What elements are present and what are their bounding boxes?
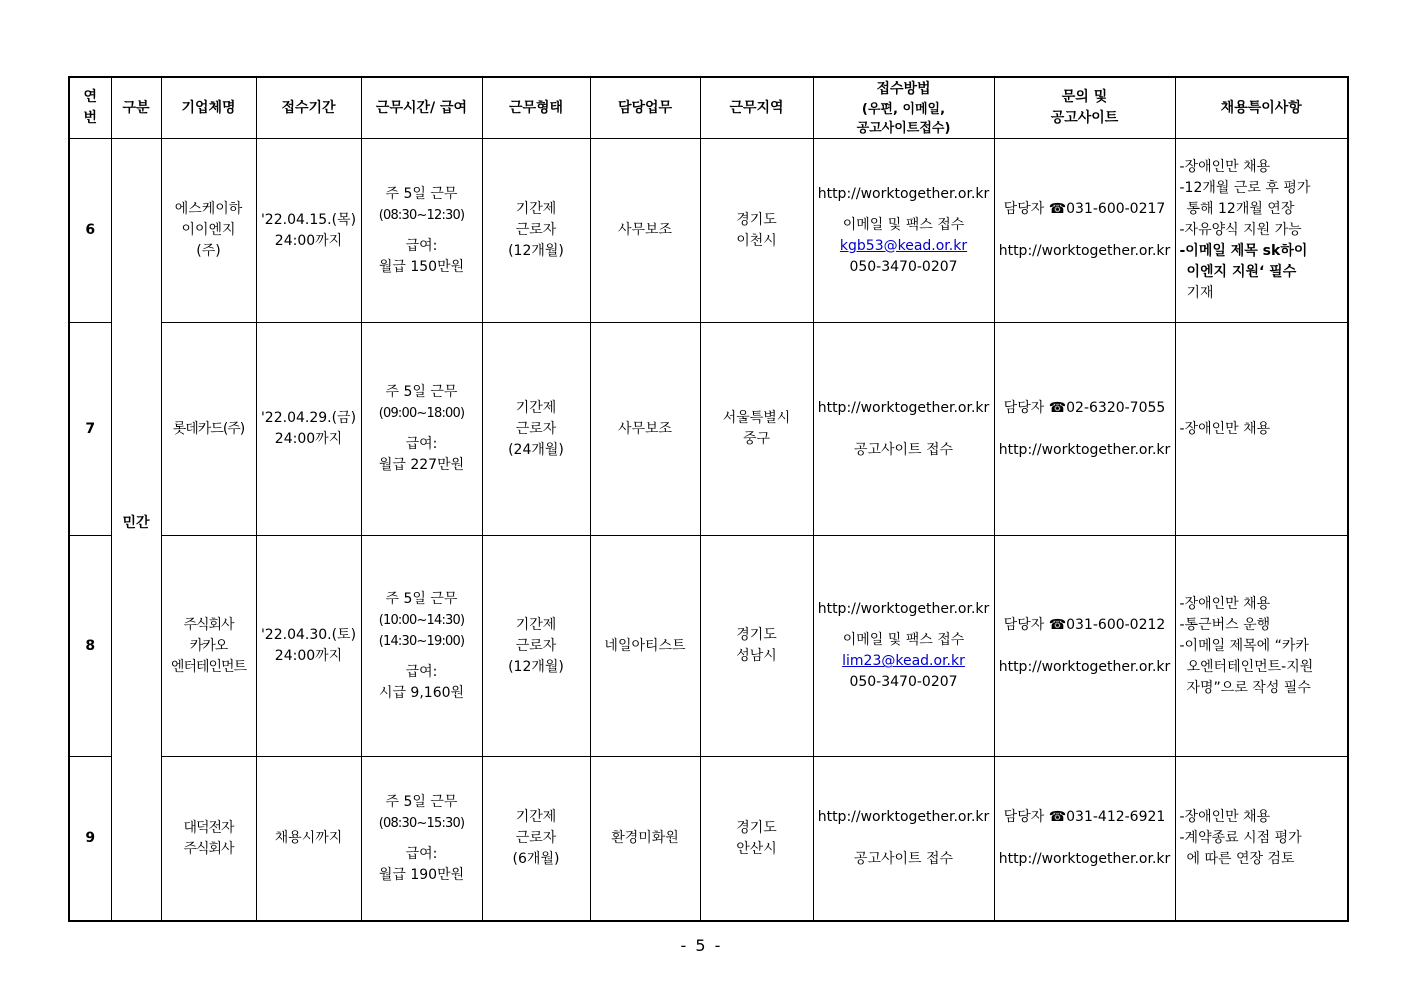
region: 경기도 안산시 [700, 757, 813, 921]
application-period: 채용시까지 [256, 757, 361, 921]
employment-type: 기간제 근로자 (24개월) [482, 323, 590, 536]
header-category: 구분 [111, 77, 161, 139]
header-contact: 문의 및 공고사이트 [994, 77, 1175, 139]
company-name: 주식회사 카카오 엔터테인먼트 [161, 536, 256, 757]
region: 서울특별시 중구 [700, 323, 813, 536]
header-hours-pay: 근무시간/ 급여 [361, 77, 482, 139]
hours-pay: 주 5일 근무 (08:30~12:30) 급여: 월급 150만원 [361, 139, 482, 323]
special-notes: -장애인만 채용 -계약종료 시점 평가 에 따른 연장 검토 [1175, 757, 1348, 921]
contact-url[interactable]: http://worktogether.or.kr [998, 851, 1171, 868]
application-period: '22.04.30.(토) 24:00까지 [256, 536, 361, 757]
application-method: http://worktogether.or.kr 이메일 및 팩스 접수 lim23@kead.or.kr 050-3470-0207 [813, 536, 994, 757]
header-region: 근무지역 [700, 77, 813, 139]
duty: 네일아티스트 [590, 536, 700, 757]
email-link[interactable]: kgb53@kead.or.kr [839, 237, 968, 254]
company-name: 롯데카드(주) [161, 323, 256, 536]
contact: 담당자 ☎031-412-6921 http://worktogether.or.kr [994, 757, 1175, 921]
contact: 담당자 ☎02-6320-7055 http://worktogether.or.kr [994, 323, 1175, 536]
special-notes: -장애인만 채용 -통근버스 운행 -이메일 제목에 “카카 오엔터테인먼트-지원 자명”으로 작성 필수 [1175, 536, 1348, 757]
method-url[interactable]: http://worktogether.or.kr [817, 399, 990, 416]
contact: 담당자 ☎031-600-0212 http://worktogether.or.kr [994, 536, 1175, 757]
method-url[interactable]: http://worktogether.or.kr [817, 601, 990, 618]
employment-type: 기간제 근로자 (12개월) [482, 139, 590, 323]
header-duty: 담당업무 [590, 77, 700, 139]
duty: 사무보조 [590, 323, 700, 536]
table-row [69, 323, 1348, 536]
table-row [69, 139, 1348, 323]
duty: 사무보조 [590, 139, 700, 323]
application-period: '22.04.29.(금) 24:00까지 [256, 323, 361, 536]
company-name: 에스케이하 이이엔지 (주) [161, 139, 256, 323]
header-notes: 채용특이사항 [1175, 77, 1348, 139]
special-notes: -장애인만 채용 -12개월 근로 후 평가 통해 12개월 연장 -자유양식 지원 가능 -이메일 제목 sk하이 이엔지 지원‘ 필수 기재 [1175, 139, 1348, 323]
row-number: 6 [69, 139, 111, 323]
employment-type: 기간제 근로자 (12개월) [482, 536, 590, 757]
application-period: '22.04.15.(목) 24:00까지 [256, 139, 361, 323]
application-method: http://worktogether.or.kr 공고사이트 접수 [813, 323, 994, 536]
contact-url[interactable]: http://worktogether.or.kr [998, 658, 1171, 675]
header-row [69, 77, 1348, 139]
row-number: 8 [69, 536, 111, 757]
category-cell: 민간 [111, 139, 161, 922]
row-number: 7 [69, 323, 111, 536]
region: 경기도 성남시 [700, 536, 813, 757]
row-number: 9 [69, 757, 111, 921]
email-link[interactable]: lim23@kead.or.kr [842, 653, 965, 670]
application-method: http://worktogether.or.kr 공고사이트 접수 [813, 757, 994, 921]
header-type: 근무형태 [482, 77, 590, 139]
method-url[interactable]: http://worktogether.or.kr [817, 809, 990, 826]
hours-pay: 주 5일 근무 (10:00~14:30) (14:30~19:00) 급여: 시급 9,160원 [361, 536, 482, 757]
table-row [69, 536, 1348, 757]
duty: 환경미화원 [590, 757, 700, 921]
contact-url[interactable]: http://worktogether.or.kr [998, 243, 1171, 260]
table-row [69, 757, 1348, 921]
job-listing-table [68, 76, 1349, 922]
header-period: 접수기간 [256, 77, 361, 139]
header-no: 연 번 [69, 77, 111, 139]
application-method: http://worktogether.or.kr 이메일 및 팩스 접수 kgb53@kead.or.kr 050-3470-0207 [813, 139, 994, 323]
contact: 담당자 ☎031-600-0217 http://worktogether.or.kr [994, 139, 1175, 323]
method-url[interactable]: http://worktogether.or.kr [817, 185, 990, 202]
header-method: 접수방법 (우편, 이메일, 공고사이트접수) [813, 77, 994, 139]
page-number: - 5 - [680, 936, 723, 955]
region: 경기도 이천시 [700, 139, 813, 323]
header-company: 기업체명 [161, 77, 256, 139]
employment-type: 기간제 근로자 (6개월) [482, 757, 590, 921]
company-name: 대덕전자 주식회사 [161, 757, 256, 921]
hours-pay: 주 5일 근무 (08:30~15:30) 급여: 월급 190만원 [361, 757, 482, 921]
hours-pay: 주 5일 근무 (09:00~18:00) 급여: 월급 227만원 [361, 323, 482, 536]
special-notes: -장애인만 채용 [1175, 323, 1348, 536]
contact-url[interactable]: http://worktogether.or.kr [998, 441, 1171, 458]
